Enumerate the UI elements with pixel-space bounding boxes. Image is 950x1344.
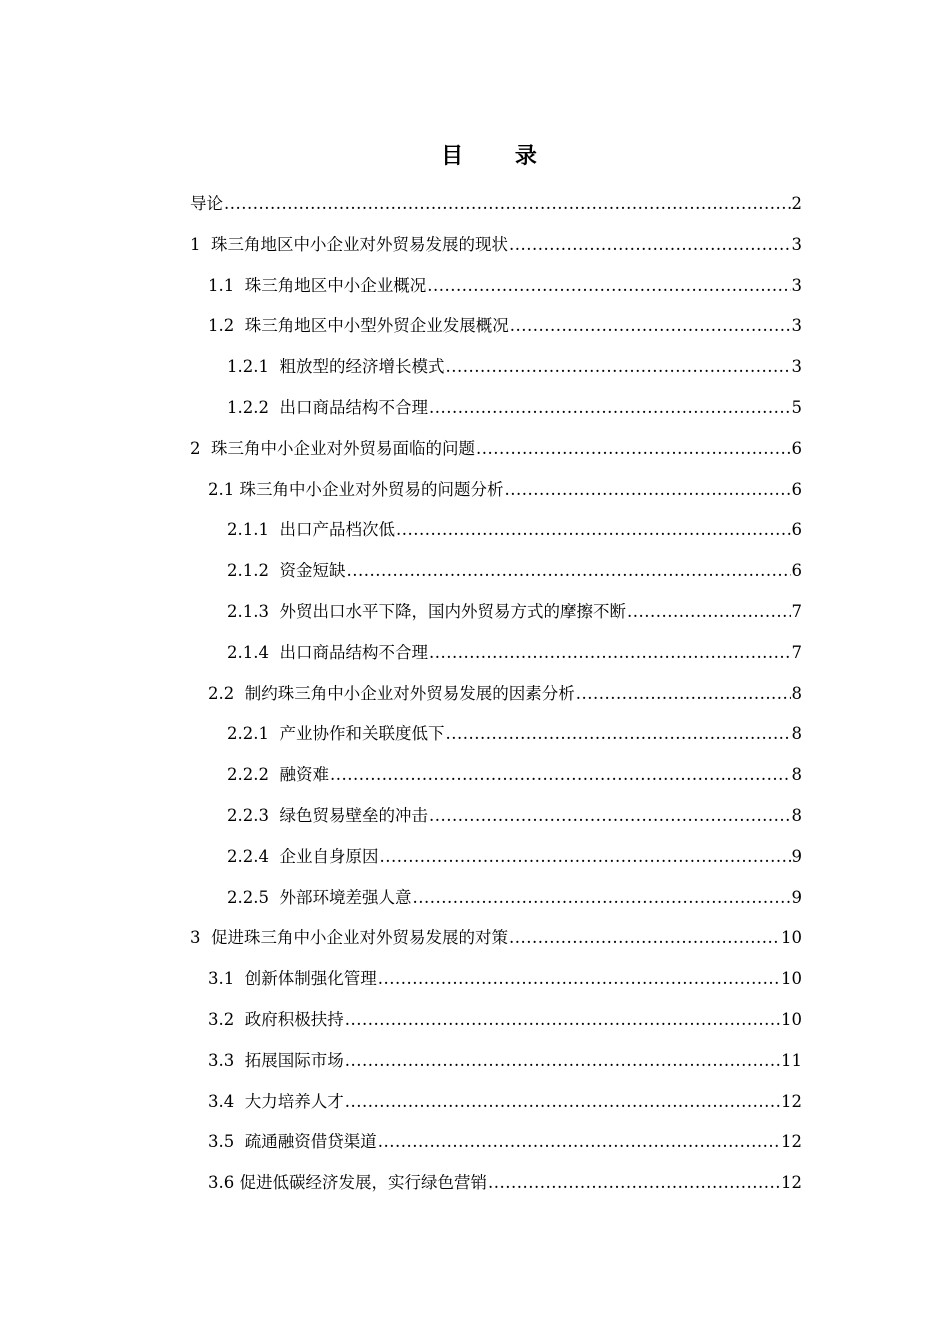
- toc-dot-leader: [429, 802, 791, 830]
- toc-entry-page-number: 12: [781, 1173, 802, 1193]
- toc-dot-leader: [445, 720, 790, 748]
- toc-dot-leader: [346, 557, 790, 585]
- toc-entry-page-number: 8: [791, 805, 802, 825]
- toc-entry-text: 1 珠三角地区中小企业对外贸易发展的现状: [190, 234, 508, 254]
- toc-entry[interactable]: [190, 1128, 802, 1169]
- toc-entry-text: 导论: [190, 194, 223, 213]
- toc-dot-leader: [576, 680, 791, 708]
- toc-dot-leader: [505, 476, 791, 504]
- toc-dot-leader: [488, 1169, 780, 1197]
- toc-entry[interactable]: [190, 843, 802, 884]
- toc-entry-page-number: 3: [791, 234, 802, 254]
- toc-entry-page-number: 6: [791, 520, 802, 540]
- toc-entry[interactable]: [190, 1169, 802, 1210]
- toc-dot-leader: [510, 312, 791, 340]
- toc-entry[interactable]: [190, 1006, 802, 1047]
- toc-entry-text: 2 珠三角中小企业对外贸易面临的问题: [190, 438, 475, 458]
- toc-entry[interactable]: [190, 353, 802, 394]
- toc-entry-text: 2.1.4 出口商品结构不合理: [227, 642, 428, 662]
- toc-entry-page-number: 10: [781, 928, 802, 948]
- toc-entry-text: 2.2.4 企业自身原因: [227, 846, 379, 866]
- toc-dot-leader: [509, 924, 780, 952]
- toc-entry-page-number: 3: [791, 316, 802, 336]
- toc-entry-page-number: 6: [791, 561, 802, 581]
- toc-entry-text: 1.2 珠三角地区中小型外贸企业发展概况: [208, 316, 509, 336]
- toc-entry-text: 2.1.2 资金短缺: [227, 561, 346, 581]
- toc-dot-leader: [429, 394, 791, 422]
- toc-dot-leader: [378, 1128, 780, 1156]
- toc-entry-text: 2.1.1 出口产品档次低: [227, 520, 395, 540]
- toc-entry-page-number: 8: [791, 683, 802, 703]
- toc-dot-leader: [345, 1047, 780, 1075]
- toc-dot-leader: [345, 1006, 780, 1034]
- toc-entry-page-number: 6: [791, 479, 802, 499]
- toc-dot-leader: [378, 965, 780, 993]
- toc-dot-leader: [396, 516, 791, 544]
- toc-entry-text: 3.1 创新体制强化管理: [208, 969, 377, 989]
- toc-entry-text: 3.4 大力培养人才: [208, 1091, 344, 1111]
- toc-dot-leader: [224, 190, 791, 218]
- toc-entry[interactable]: [190, 516, 802, 557]
- toc-entry-text: 2.1.3 外贸出口水平下降，国内外贸易方式的摩擦不断: [227, 601, 626, 621]
- toc-entry[interactable]: [190, 476, 802, 517]
- toc-dot-leader: [476, 435, 791, 463]
- toc-entry[interactable]: [190, 761, 802, 802]
- toc-entry-text: 3 促进珠三角中小企业对外贸易发展的对策: [190, 928, 508, 948]
- toc-entry-page-number: 3: [791, 275, 802, 295]
- toc-dot-leader: [345, 1088, 780, 1116]
- toc-entry-text: 2.2.2 融资难: [227, 765, 329, 785]
- toc-entry-page-number: 11: [781, 1050, 802, 1070]
- toc-dot-leader: [379, 843, 790, 871]
- toc-dot-leader: [509, 231, 791, 259]
- toc-entry-page-number: 10: [781, 969, 802, 989]
- toc-entry-page-number: 9: [791, 846, 802, 866]
- toc-entry-page-number: 5: [791, 397, 802, 417]
- toc-entry-text: 1.2.1 粗放型的经济增长模式: [227, 357, 445, 377]
- toc-entry[interactable]: [190, 190, 802, 231]
- toc-entry[interactable]: [190, 1088, 802, 1129]
- toc-entry-page-number: 7: [791, 601, 802, 621]
- toc-entry-text: 2.1 珠三角中小企业对外贸易的问题分析: [208, 479, 504, 499]
- toc-entry[interactable]: [190, 884, 802, 925]
- toc-entry[interactable]: [190, 802, 802, 843]
- toc-entry[interactable]: [190, 965, 802, 1006]
- toc-entry-text: 2.2 制约珠三角中小企业对外贸易发展的因素分析: [208, 683, 575, 703]
- toc-entry-text: 1.1 珠三角地区中小企业概况: [208, 275, 427, 295]
- toc-entry-text: 3.5 疏通融资借贷渠道: [208, 1132, 377, 1152]
- toc-entry[interactable]: [190, 680, 802, 721]
- toc-entry-page-number: 3: [791, 357, 802, 377]
- toc-entry[interactable]: [190, 598, 802, 639]
- toc-dot-leader: [412, 884, 790, 912]
- toc-entry-page-number: 9: [791, 887, 802, 907]
- toc-entry-page-number: 8: [791, 765, 802, 785]
- toc-entry[interactable]: [190, 435, 802, 476]
- toc-entry-page-number: 7: [791, 642, 802, 662]
- toc-entry-text: 3.2 政府积极扶持: [208, 1009, 344, 1029]
- toc-entry-text: 3.6 促进低碳经济发展，实行绿色营销: [208, 1173, 487, 1193]
- toc-entry-page-number: 12: [781, 1132, 802, 1152]
- toc-entry[interactable]: [190, 231, 802, 272]
- toc-entry[interactable]: [190, 720, 802, 761]
- toc-dot-leader: [627, 598, 791, 626]
- toc-entry[interactable]: [190, 639, 802, 680]
- toc-entry-text: 2.2.3 绿色贸易壁垒的冲击: [227, 805, 428, 825]
- toc-entry[interactable]: [190, 557, 802, 598]
- table-of-contents: [190, 190, 802, 1210]
- toc-entry-page-number: 10: [781, 1009, 802, 1029]
- toc-entry-text: 1.2.2 出口商品结构不合理: [227, 397, 428, 417]
- toc-entry-text: 2.2.1 产业协作和关联度低下: [227, 724, 445, 744]
- toc-dot-leader: [427, 272, 790, 300]
- toc-title: 目 录: [441, 142, 559, 169]
- toc-entry[interactable]: [190, 312, 802, 353]
- toc-entry[interactable]: [190, 1047, 802, 1088]
- toc-entry-text: 3.3 拓展国际市场: [208, 1050, 344, 1070]
- toc-entry-page-number: 6: [791, 438, 802, 458]
- toc-entry-page-number: 12: [781, 1091, 802, 1111]
- toc-entry[interactable]: [190, 924, 802, 965]
- toc-entry-page-number: 2: [791, 194, 802, 213]
- toc-dot-leader: [330, 761, 791, 789]
- toc-dot-leader: [445, 353, 790, 381]
- toc-entry[interactable]: [190, 394, 802, 435]
- toc-entry[interactable]: [190, 272, 802, 313]
- toc-entry-page-number: 8: [791, 724, 802, 744]
- toc-dot-leader: [429, 639, 791, 667]
- toc-entry-text: 2.2.5 外部环境差强人意: [227, 887, 412, 907]
